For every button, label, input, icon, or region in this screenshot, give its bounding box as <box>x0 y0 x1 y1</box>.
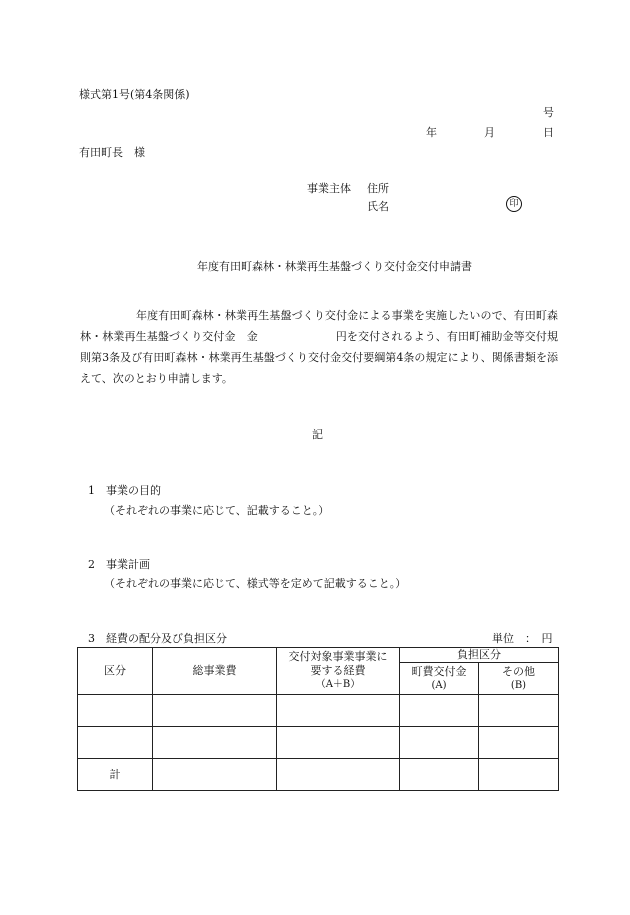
table-cell[interactable] <box>400 695 479 727</box>
table-cell[interactable] <box>400 727 479 759</box>
unit-label: 単位 ： 円 <box>492 632 553 645</box>
header-target-line1: 交付対象事業事業に <box>288 650 388 663</box>
header-other-line1: その他 <box>502 664 535 678</box>
header-target-line2: 要する経費 <box>310 664 366 677</box>
table-row <box>78 695 559 727</box>
total-row-label: 計 <box>78 759 153 791</box>
applicant-address-label: 住所 <box>367 182 389 195</box>
header-town-grant <box>400 663 479 695</box>
table-cell[interactable] <box>479 727 559 759</box>
total-row <box>78 759 559 791</box>
header-category: 区分 <box>78 648 153 695</box>
form-label: 様式第1号(第4条関係) <box>79 88 190 101</box>
table-cell[interactable] <box>277 759 400 791</box>
cost-table <box>77 647 559 791</box>
applicant-name-label: 氏名 <box>367 200 389 213</box>
applicant-entity-label: 事業主体 <box>307 182 351 195</box>
header-other <box>479 663 559 695</box>
table-cell[interactable] <box>277 727 400 759</box>
number-label: 号 <box>543 106 554 119</box>
table-cell[interactable] <box>479 695 559 727</box>
header-other-line2: (B) <box>510 679 527 691</box>
header-total-cost: 総事業費 <box>153 648 277 695</box>
date-year: 年 <box>426 126 437 139</box>
table-cell[interactable] <box>479 759 559 791</box>
section-1-note: （それぞれの事業に応じて、記載すること。） <box>104 504 330 517</box>
section-3-heading: 3 経費の配分及び負担区分 <box>88 632 227 645</box>
table-cell[interactable] <box>153 759 277 791</box>
header-town-line2: (A) <box>431 679 447 691</box>
section-1-heading: 1 事業の目的 <box>88 484 161 497</box>
date-month: 月 <box>484 126 495 139</box>
header-target-line3: （A＋B） <box>315 679 361 690</box>
date-day: 日 <box>543 126 554 139</box>
table-row <box>78 727 559 759</box>
addressee: 有田町長 様 <box>79 146 145 159</box>
body-text: 年度有田町森林・林業再生基盤づくり交付金による事業を実施したいので、有田町森林・林業再生基盤づくり交付金 金 円を交付されるよう、有田町補助金等交付規則第3条及び有田町森林・林業再生基盤づくり交付金交付要綱第4条の規定により、関係書類を添えて、次のとおり申請します。 <box>80 309 558 385</box>
table-cell[interactable] <box>153 727 277 759</box>
table-cell[interactable] <box>400 759 479 791</box>
section-2-note: （それぞれの事業に応じて、様式等を定めて記載すること。） <box>104 577 407 590</box>
header-burden: 負担区分 <box>400 648 559 663</box>
table-cell[interactable] <box>78 727 153 759</box>
header-target-cost <box>277 648 400 695</box>
header-town-line1: 町費交付金 <box>411 664 467 678</box>
section-2-heading: 2 事業計画 <box>88 558 150 571</box>
table-cell[interactable] <box>153 695 277 727</box>
ki-label: 記 <box>312 428 323 441</box>
seal-mark: 印 <box>506 196 522 212</box>
table-cell[interactable] <box>277 695 400 727</box>
document-title: 年度有田町森林・林業再生基盤づくり交付金交付申請書 <box>197 260 472 273</box>
table-cell[interactable] <box>78 695 153 727</box>
